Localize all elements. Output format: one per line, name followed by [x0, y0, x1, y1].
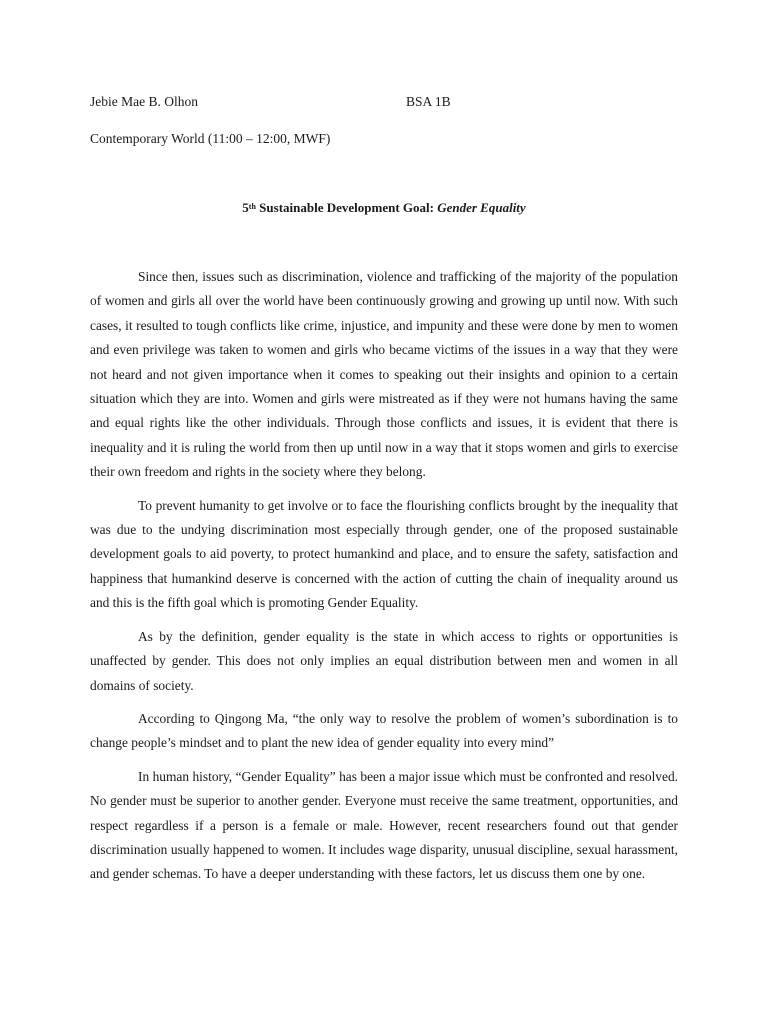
title-ordinal-suffix: th [248, 202, 256, 211]
document-title [90, 199, 678, 217]
title-ordinal-number: 5 [242, 200, 249, 215]
course-info: Contemporary World (11:00 – 12:00, MWF) [90, 131, 331, 146]
title-goal: Gender Equality [437, 200, 526, 215]
paragraph: As by the definition, gender equality is the state in which access to rights or opportunities is unaffected by gender. This does not only implies an equal distribution between men and women in all domains of society. [90, 628, 678, 693]
class-section: BSA 1B [406, 94, 451, 109]
paragraph: According to Qingong Ma, “the only way to resolve the problem of women’s subordination is to change people’s mindset and to plant the new idea of gender equality into every mind” [90, 710, 678, 751]
document-body [90, 265, 678, 887]
paragraph: In human history, “Gender Equality” has been a major issue which must be confronted and resolved. No gender must be superior to another gender. Everyone must receive the same treatment, opportunities, and respect regardless if a person is a female or male. However, recent researchers found out that gender discrimination usually happened to women. It includes wage disparity, unusual discipline, sexual harassment, and gender schemas. To have a deeper understanding with these factors, let us discuss them one by one. [90, 768, 678, 882]
paragraph: Since then, issues such as discrimination, violence and trafficking of the majority of the population of women and girls all over the world have been continuously growing and growing up until now. With such cases, it resulted to tough conflicts like crime, injustice, and impunity and these were done by men to women and even privilege was taken to women and girls who became victims of the issues in a way that they were not heard and not given importance when it comes to speaking out their insights and opinion to a certain situation which they are into. Women and girls were mistreated as if they were not humans having the same and equal rights like the other individuals. Through those conflicts and issues, it is evident that there is inequality and it is ruling the world from then up until now in a way that it stops women and girls to exercise their own freedom and rights in the society where they belong. [90, 269, 678, 480]
author-name: Jebie Mae B. Olhon [90, 94, 198, 109]
title-prefix: Sustainable Development Goal: [255, 200, 438, 215]
paragraph: To prevent humanity to get involve or to face the flourishing conflicts brought by the inequality that was due to the undying discrimination most especially through gender, one of the proposed sustainable development goals to aid poverty, to protect humankind and place, and to ensure the safety, satisfaction and happiness that humankind deserve is concerned with the action of cutting the chain of inequality around us and this is the fifth goal which is promoting Gender Equality. [90, 497, 678, 611]
